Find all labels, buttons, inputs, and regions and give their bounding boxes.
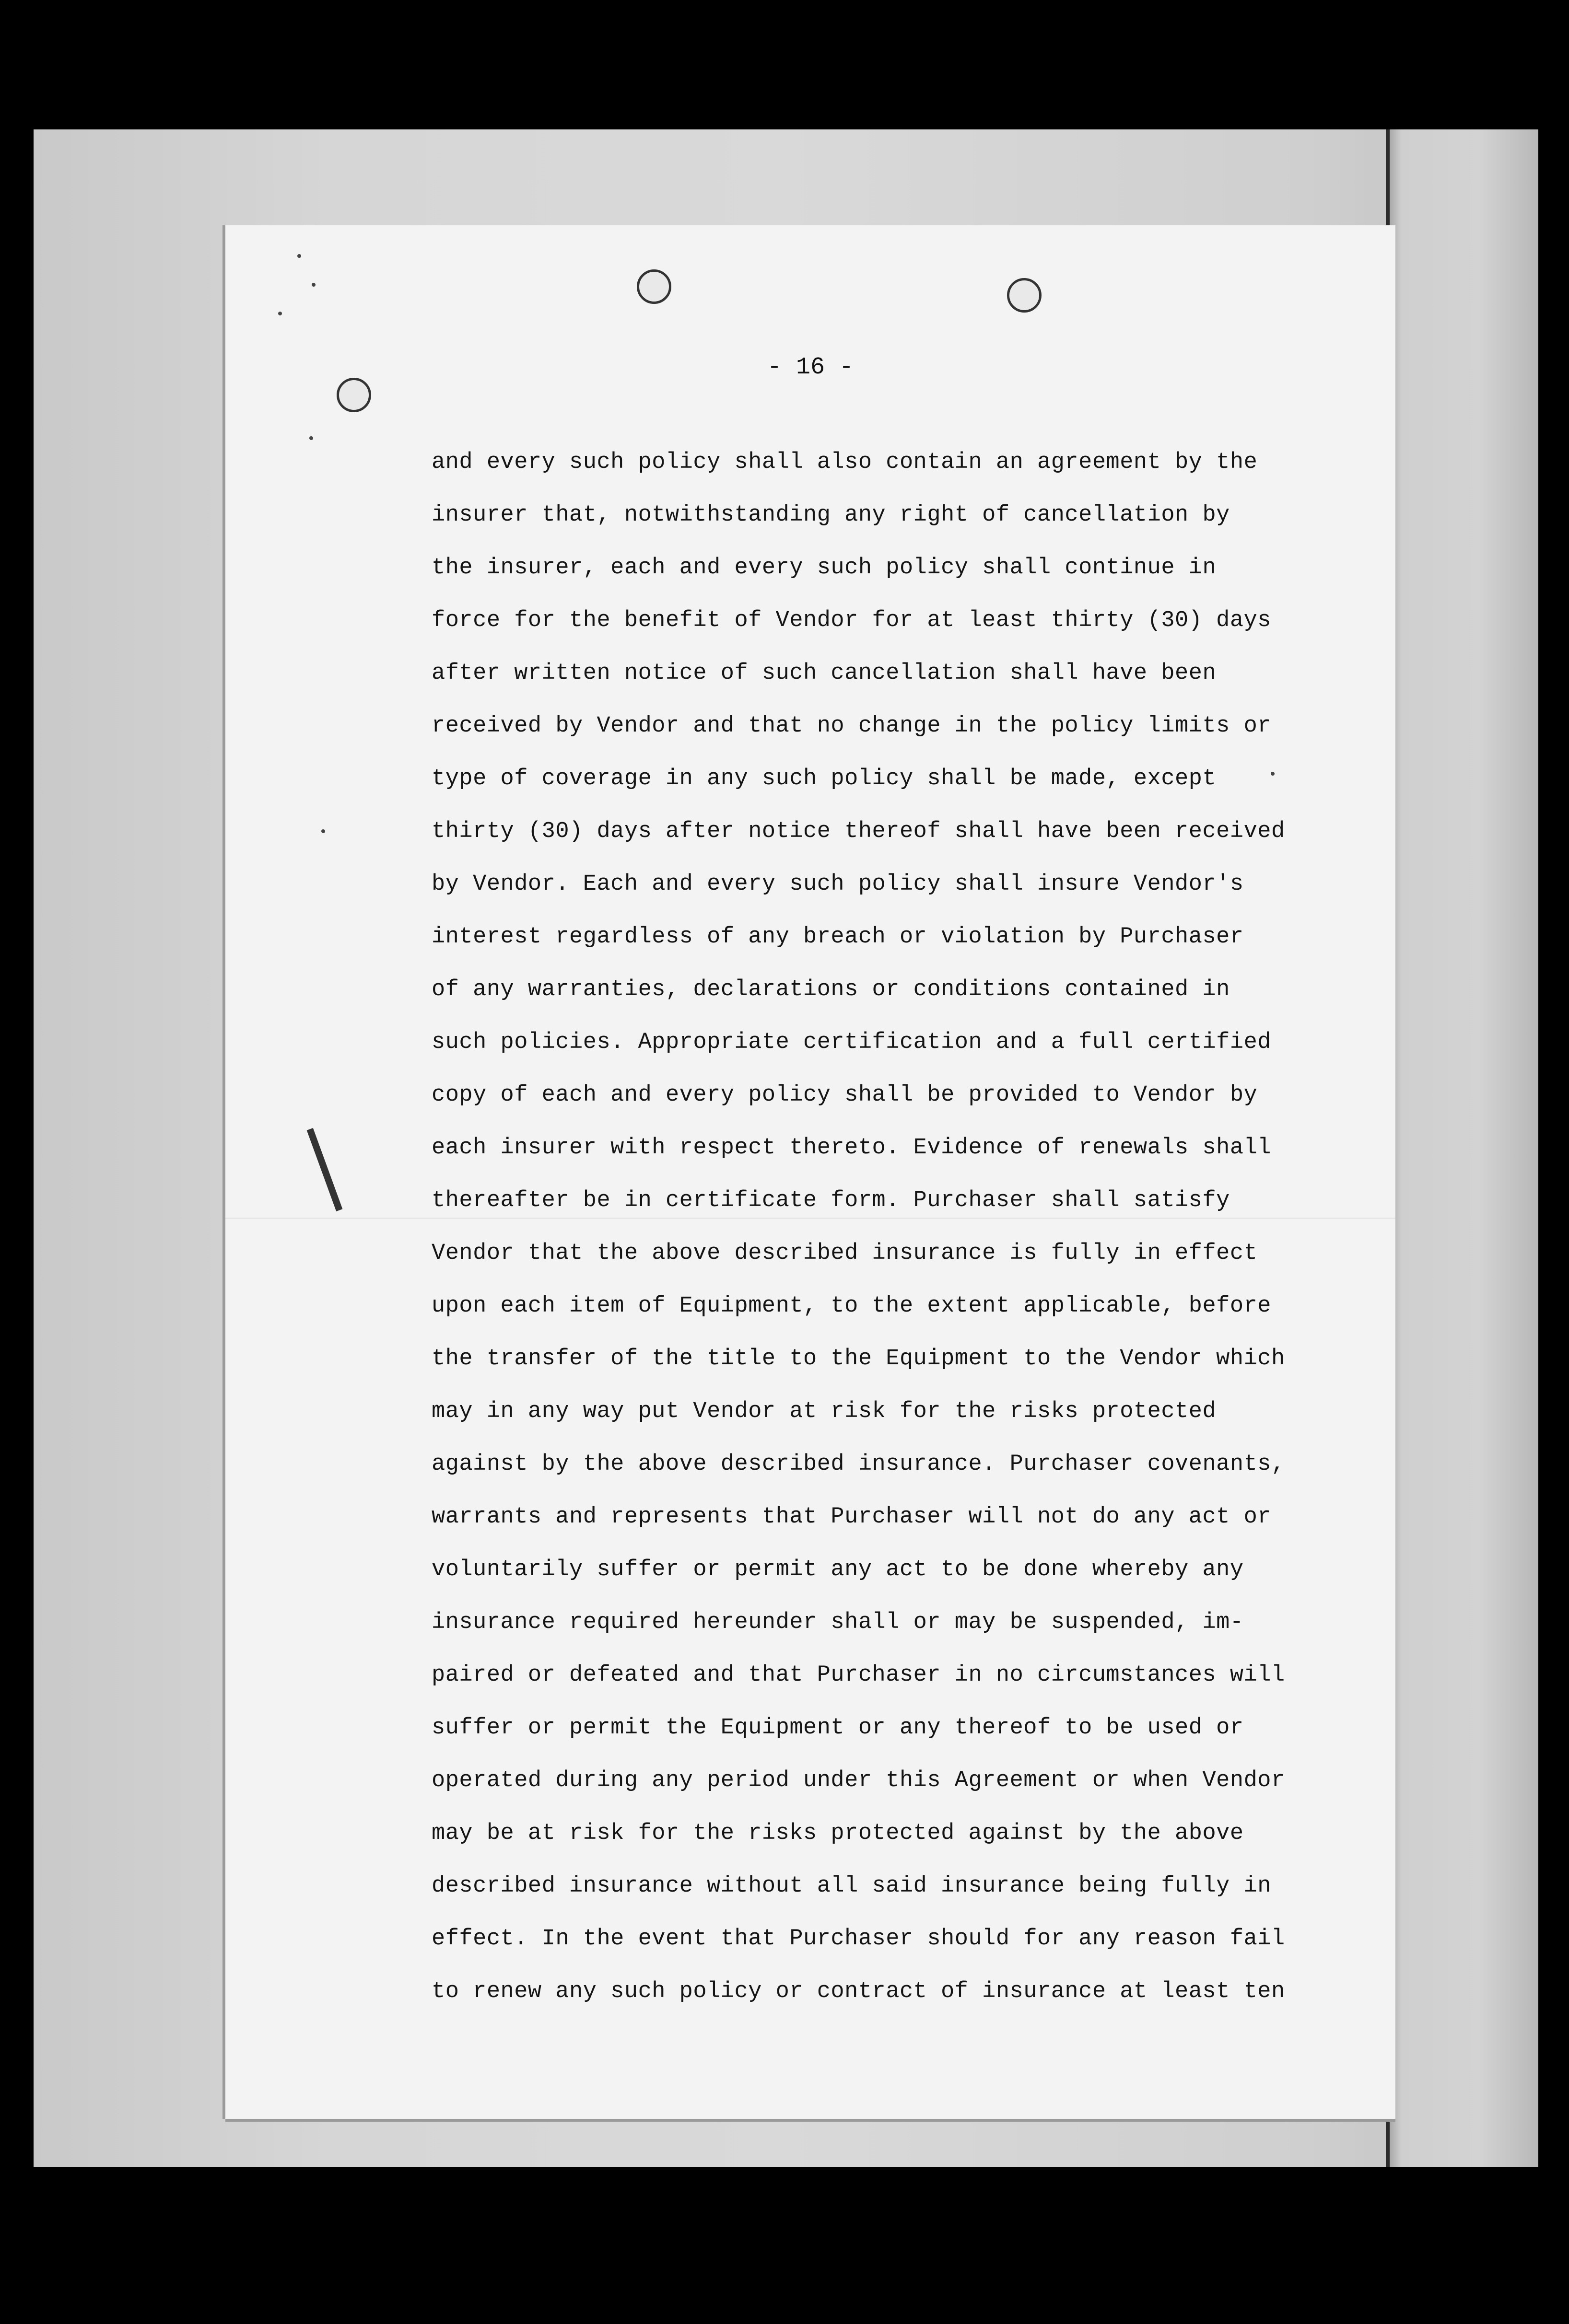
text-line: upon each item of Equipment, to the extent applicable, before: [432, 1293, 1271, 1319]
text-line: after written notice of such cancellation shall have been: [432, 661, 1217, 686]
text-line: thirty (30) days after notice thereof shall have been received: [432, 819, 1285, 844]
text-line: thereafter be in certificate form. Purchaser shall satisfy: [432, 1188, 1230, 1213]
speck: [278, 312, 282, 315]
text-line: the transfer of the title to the Equipment to the Vendor which: [432, 1346, 1285, 1371]
punch-hole-icon: [637, 269, 671, 304]
text-line: paired or defeated and that Purchaser in no circumstances will: [432, 1662, 1285, 1688]
board-right-edge: [1386, 129, 1538, 2167]
punch-hole-icon: [337, 378, 371, 412]
speck: [309, 436, 313, 440]
text-line: against by the above described insurance. Purchaser covenants,: [432, 1452, 1285, 1477]
body-text: [432, 436, 1395, 2018]
text-line: described insurance without all said insurance being fully in: [432, 1873, 1271, 1899]
text-line: to renew any such policy or contract of insurance at least ten: [432, 1979, 1285, 2004]
text-line: operated during any period under this Agreement or when Vendor: [432, 1768, 1285, 1793]
text-line: the insurer, each and every such policy shall continue in: [432, 555, 1217, 581]
text-line: received by Vendor and that no change in the policy limits or: [432, 713, 1271, 739]
page-number: - 16 -: [767, 354, 854, 381]
text-line: such policies. Appropriate certification and a full certified: [432, 1030, 1271, 1055]
text-line: effect. In the event that Purchaser should for any reason fail: [432, 1926, 1285, 1952]
speck: [297, 254, 301, 258]
ink-smudge: [307, 1128, 343, 1211]
text-line: voluntarily suffer or permit any act to be done whereby any: [432, 1557, 1244, 1582]
text-line: suffer or permit the Equipment or any thereof to be used or: [432, 1715, 1244, 1741]
text-line: may be at risk for the risks protected against by the above: [432, 1821, 1244, 1846]
text-line: each insurer with respect thereto. Evidence of renewals shall: [432, 1135, 1271, 1161]
text-line: Vendor that the above described insurance is fully in effect: [432, 1241, 1258, 1266]
text-line: warrants and represents that Purchaser will not do any act or: [432, 1504, 1271, 1530]
text-line: and every such policy shall also contain an agreement by the: [432, 450, 1258, 475]
text-line: copy of each and every policy shall be provided to Vendor by: [432, 1082, 1258, 1108]
text-line: interest regardless of any breach or violation by Purchaser: [432, 924, 1244, 950]
document-page: [225, 225, 1395, 2119]
speck: [321, 829, 325, 833]
text-line: type of coverage in any such policy shall be made, except: [432, 766, 1217, 791]
text-line: insurer that, notwithstanding any right of cancellation by: [432, 502, 1230, 528]
text-line: insurance required hereunder shall or may be suspended, im-: [432, 1610, 1244, 1635]
text-line: force for the benefit of Vendor for at least thirty (30) days: [432, 608, 1271, 633]
punch-hole-icon: [1007, 278, 1042, 313]
text-line: may in any way put Vendor at risk for the risks protected: [432, 1399, 1217, 1424]
speck: [312, 283, 316, 287]
text-line: of any warranties, declarations or conditions contained in: [432, 977, 1230, 1002]
text-line: by Vendor. Each and every such policy shall insure Vendor's: [432, 872, 1244, 897]
